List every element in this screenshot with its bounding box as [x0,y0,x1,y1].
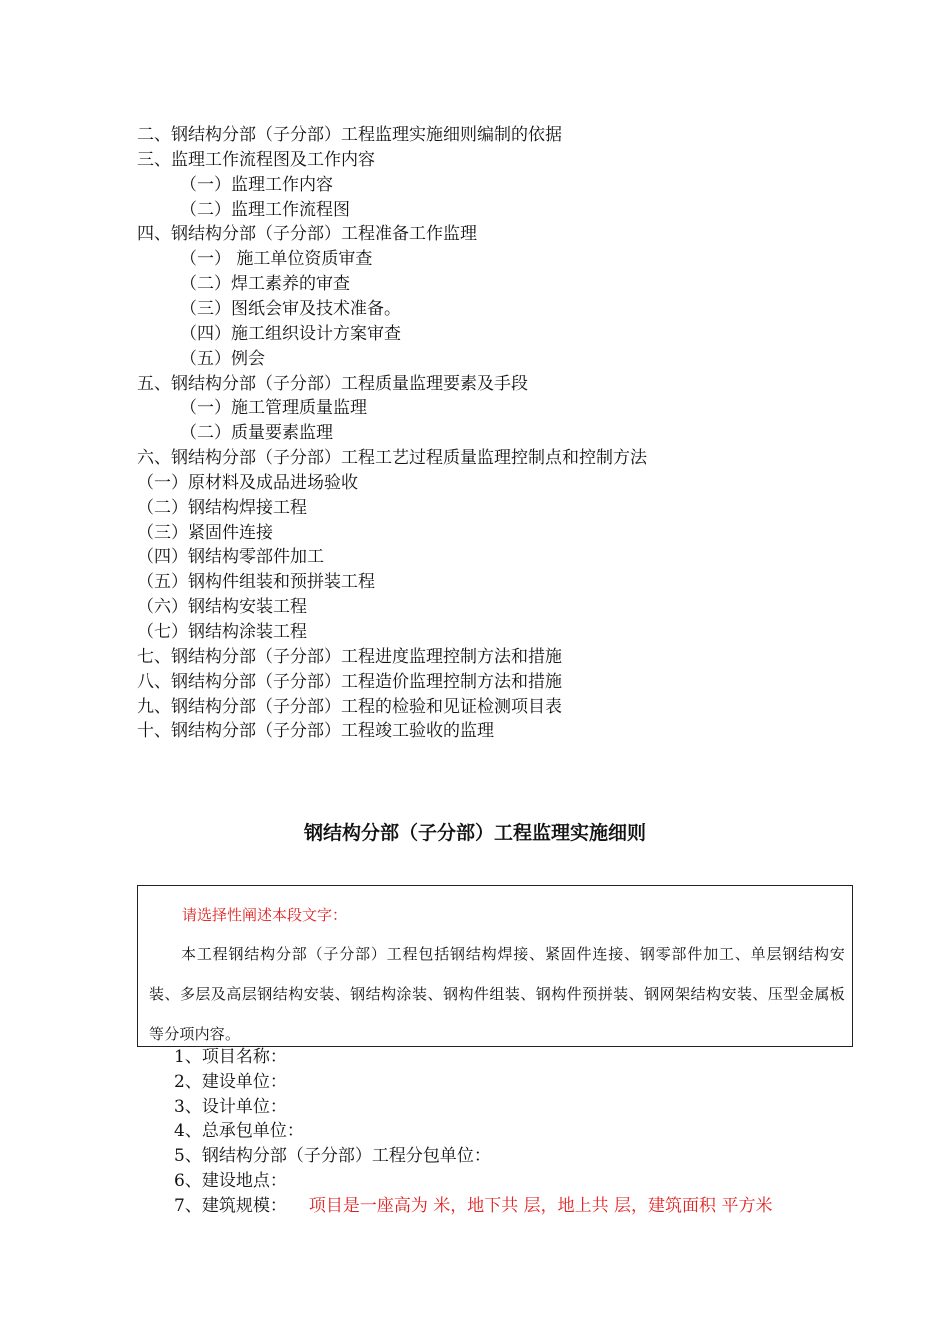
info-item [174,1144,491,1169]
note-box [137,885,853,1047]
info-item [174,1070,287,1095]
note-body: 本工程钢结构分部（子分部）工程包括钢结构焊接、紧固件连接、钢零部件加工、单层钢结构安装、多层及高层钢结构安装、钢结构涂装、钢构件组装、钢构件预拼装、钢网架结构安装、压型金属板等分项内容。 [149,945,845,1043]
info-item [174,1169,287,1194]
info-label: 2、建设单位： [174,1071,287,1092]
toc-subsection: （三）紧固件连接 [137,522,273,543]
toc-section: 八、钢结构分部（子分部）工程造价监理控制方法和措施 [137,671,562,692]
toc-subsection: （一） 施工单位资质审查 [180,249,373,270]
info-value: 项目是一座高为 米，地下共 层，地上共 层，建筑面积 平方米 [308,1195,773,1216]
toc-section: 六、钢结构分部（子分部）工程工艺过程质量监理控制点和控制方法 [137,448,647,469]
info-label: 6、建设地点： [174,1171,287,1191]
info-item [174,1119,304,1144]
toc-section: 四、钢结构分部（子分部）工程准备工作监理 [137,224,477,245]
toc-section: 七、钢结构分部（子分部）工程进度监理控制方法和措施 [137,646,562,667]
toc-section: 五、钢结构分部（子分部）工程质量监理要素及手段 [137,373,528,394]
toc-section: 三、监理工作流程图及工作内容 [137,149,375,170]
toc-section: 十、钢结构分部（子分部）工程竣工验收的监理 [137,721,494,742]
toc-subsection: （五）钢构件组装和预拼装工程 [137,572,375,593]
info-label: 4、总承包单位： [174,1121,304,1142]
info-label: 3、设计单位： [174,1096,287,1117]
toc-section: 二、钢结构分部（子分部）工程监理实施细则编制的依据 [137,125,562,145]
toc-subsection: （四）施工组织设计方案审查 [180,323,401,344]
info-label: 7、建筑规模： [174,1195,287,1216]
toc-subsection: （二）钢结构焊接工程 [137,497,307,518]
toc-subsection: （一）施工管理质量监理 [180,398,367,419]
info-item [174,1194,772,1219]
toc-subsection: （三）图纸会审及技术准备。 [180,298,401,319]
toc-subsection: （二）焊工素养的审查 [180,274,350,295]
note-hint: 请选择性阐述本段文字： [182,906,348,924]
info-label: 5、钢结构分部（子分部）工程分包单位： [174,1146,491,1167]
toc-subsection: （一）监理工作内容 [180,174,333,195]
toc-subsection: （四）钢结构零部件加工 [137,547,324,568]
toc-section: 九、钢结构分部（子分部）工程的检验和见证检测项目表 [137,696,562,717]
toc-subsection: （七）钢结构涂装工程 [137,622,307,642]
info-label: 1、项目名称： [174,1047,287,1067]
document-title: 钢结构分部（子分部）工程监理实施细则 [303,822,646,844]
toc-subsection: （一）原材料及成品进场验收 [137,472,358,493]
info-item [174,1045,287,1070]
toc-subsection: （六）钢结构安装工程 [137,597,307,618]
toc-subsection: （五）例会 [180,348,265,369]
toc-subsection: （二）监理工作流程图 [180,199,350,220]
info-item [174,1095,287,1120]
toc-subsection: （二）质量要素监理 [180,423,333,444]
